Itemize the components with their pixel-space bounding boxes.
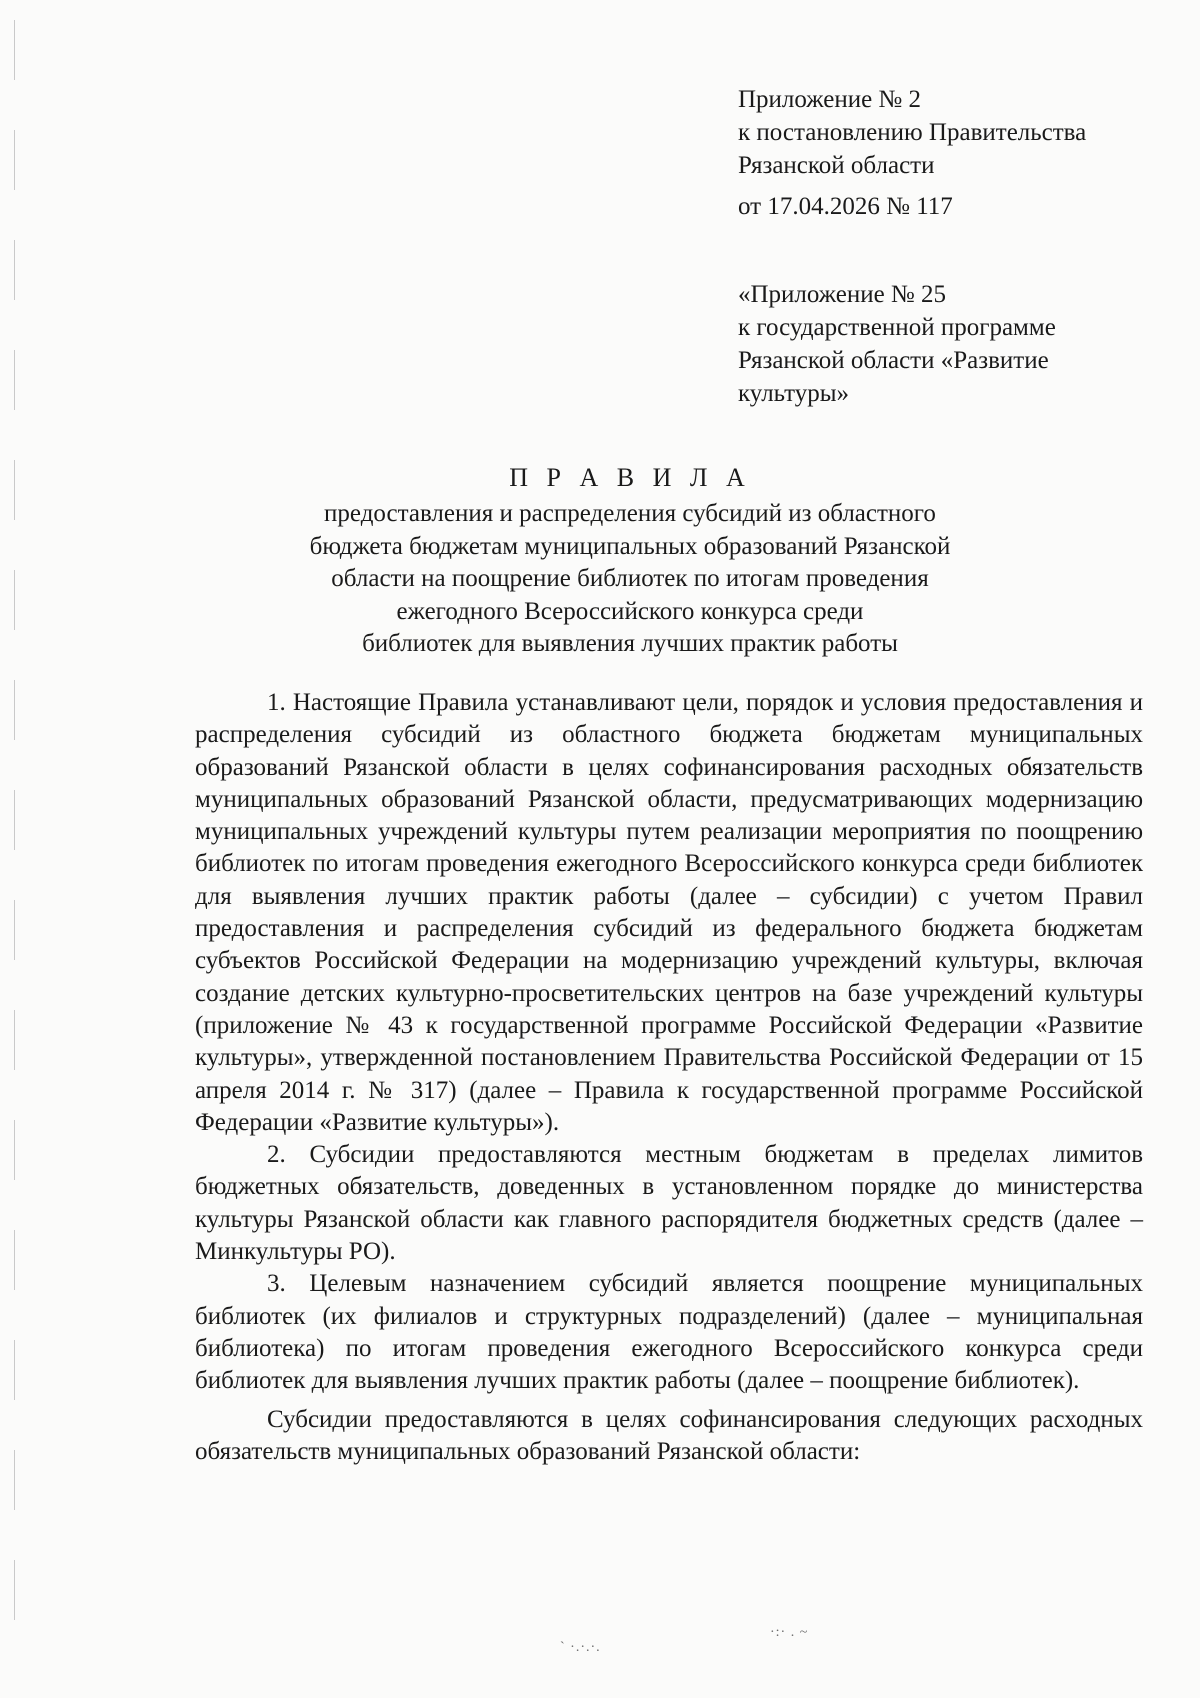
appendix-2-line2: к постановлению Правительства [738, 119, 1087, 146]
appendix-2-date: от 17.04.2026 № 117 [738, 193, 953, 220]
appendix-2-line3: Рязанской области [738, 152, 935, 179]
paragraph-4: Субсидии предоставляются в целях софинансирования следующих расходных обязательств муниципальных образований Рязанской области: [195, 1405, 1143, 1465]
appendix-25-header [738, 278, 1056, 410]
appendix-25-line2: к государственной программе [738, 314, 1056, 341]
subtitle-line5: библиотек для выявления лучших практик работы [362, 630, 898, 657]
scan-artifact: ` ·.·.·. [560, 1640, 601, 1655]
document-subtitle [150, 498, 1110, 661]
subtitle-line3: области на поощрение библиотек по итогам проведения [331, 565, 929, 592]
appendix-2-line1: Приложение № 2 [738, 86, 922, 113]
appendix-25-line1: «Приложение № 25 [738, 281, 947, 308]
paragraph-3: 3. Целевым назначением субсидий является поощрение муниципальных библиотек (их филиалов и структурных подразделений) (далее – муниципальная библиотека) по итогам проведения ежегодного Всероссийского конкурса среди библиотек для выявления лучших практик работы (далее – поощрение библиотек). [195, 1270, 1143, 1395]
appendix-25-line3: Рязанской области «Развитие [738, 347, 1049, 374]
paragraph-2: 2. Субсидии предоставляются местным бюджетам в пределах лимитов бюджетных обязательств, доведенных в установленном порядке до министерства культуры Рязанской области как главного распорядителя бюджетных средств (далее – Минкультуры РО). [195, 1141, 1143, 1266]
subtitle-line1: предоставления и распределения субсидий из областного [324, 500, 936, 527]
document-title: П Р А В И Л А [509, 463, 751, 492]
appendix-2-header [738, 83, 1086, 182]
document-title-block [150, 461, 1110, 661]
subtitle-line4: ежегодного Всероссийского конкурса среди [396, 597, 864, 625]
scan-edge-line [14, 20, 15, 1670]
document-body [195, 687, 1143, 1468]
subtitle-line2: бюджета бюджетам муниципальных образований Рязанской [309, 532, 951, 560]
appendix-25-line4: культуры» [738, 380, 850, 407]
paragraph-1: 1. Настоящие Правила устанавливают цели, порядок и условия предоставления и распределения субсидий из областного бюджета бюджетам муниципальных образований Рязанской области в целях софинансирования расходных обязательств муниципальных образований Рязанской области, предусматривающих модернизацию муниципальных учреждений культуры путем реализации мероприятия по поощрению библиотек по итогам проведения ежегодного Всероссийского конкурса среди библиотек для выявления лучших практик работы (далее – субсидии) с учетом Правил предоставления и распределения субсидий из федерального бюджета бюджетам субъектов Российской Федерации на модернизацию учреждений культуры, включая создание детских культурно-просветительских центров на базе учреждений культуры (приложение № 43 к государственной программе Российской Федерации «Развитие культуры», утвержденной постановлением Правительства Российской Федерации от 15 апреля 2014 г. № 317) (далее – Правила к государственной программе Российской Федерации «Развитие культуры»). [195, 689, 1143, 1136]
scan-artifact: ·:· . ~ [770, 1625, 809, 1640]
